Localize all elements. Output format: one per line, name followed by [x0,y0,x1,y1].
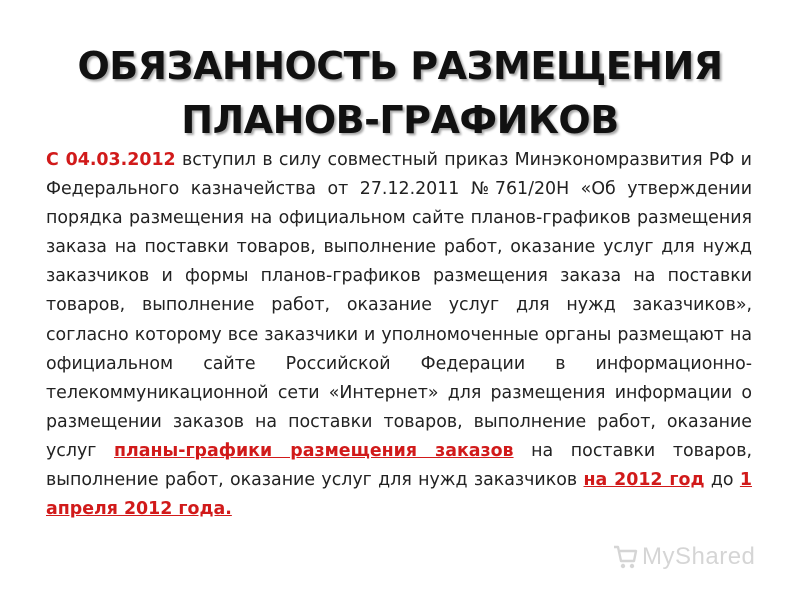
highlight-plans-schedules: планы-графики размещения заказов [114,440,514,461]
slide-title [0,39,800,147]
body-text-main: вступил в силу совместный приказ Минэкономразвития РФ и Федерального казначейства от 27.12.2011 №761/20Н «Об утверждении порядка размещения на официальном сайте планов-графиков размещения заказа на поставки товаров, выполнение работ, оказание услуг для нужд заказчиков и формы планов-графиков размещения заказа на поставки товаров, выполнение работ, оказание услуг для нужд заказчиков», согласно которому все заказчики и уполномоченные органы размещают на официальном сайте Российской Федерации в информационно-телекоммуникационной сети «Интернет» для размещения информации о размещении заказов на поставки товаров, выполнение работ, оказание услуг [46,150,752,461]
slide-body-paragraph [46,146,752,524]
slide-title-line-1: ОБЯЗАННОСТЬ РАЗМЕЩЕНИЯ [77,44,723,89]
body-text-mid: на поставки товаров, выполнение работ, оказание услуг для нужд заказчиков [46,440,752,491]
shopping-cart-icon [612,543,638,571]
watermark [612,543,755,571]
highlight-year: на 2012 год [583,470,705,491]
slide-title-line-2: ПЛАНОВ-ГРАФИКОВ [181,98,619,143]
highlight-deadline: 1 апреля 2012 года. [46,470,753,520]
body-text-before-deadline: до [704,470,740,491]
watermark-text: MyShared [642,543,756,570]
effective-date: С 04.03.2012 [46,150,176,170]
